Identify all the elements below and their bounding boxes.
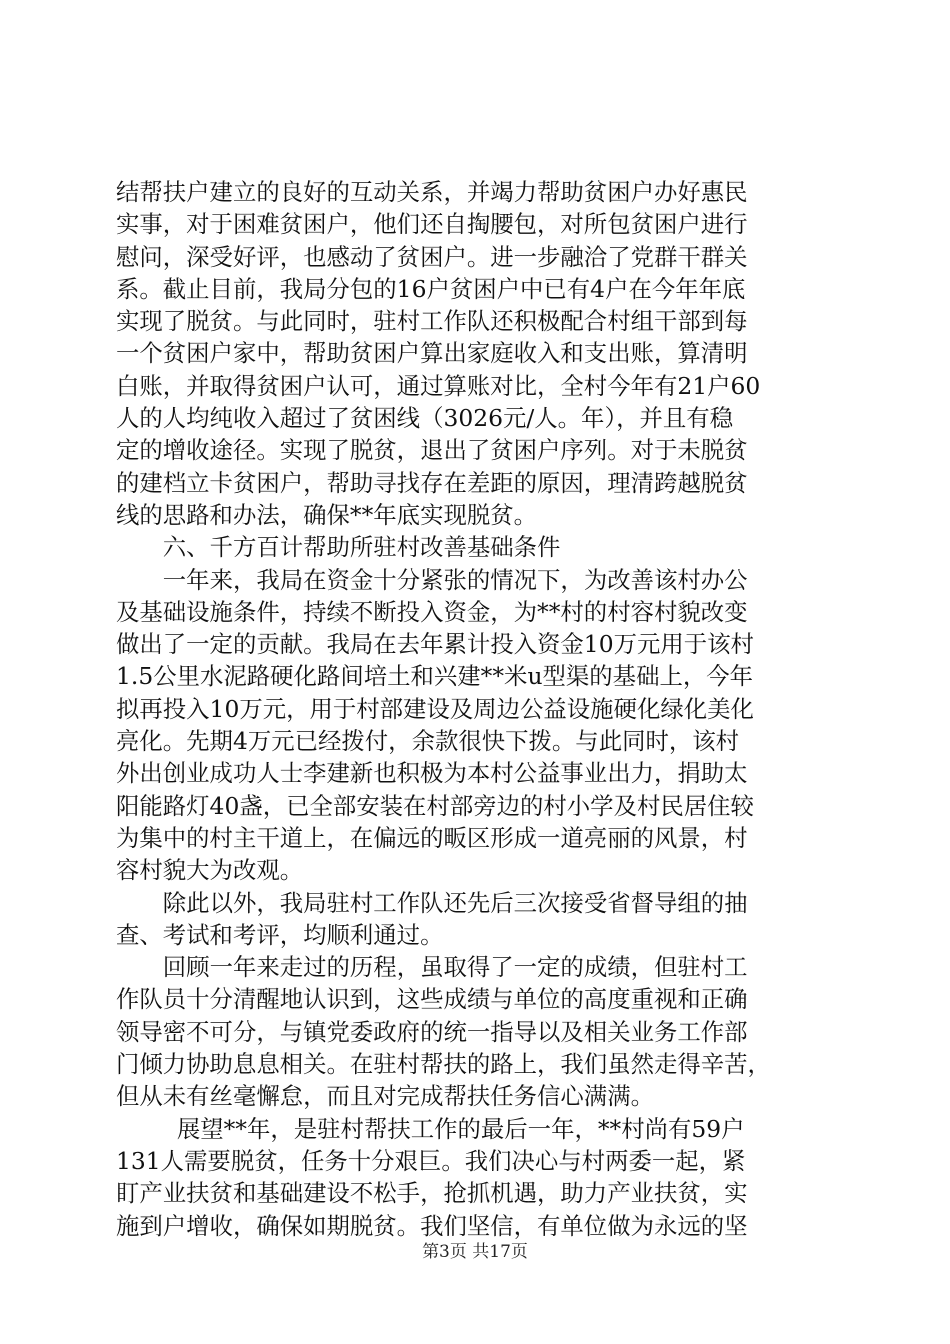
- text-line: 盯产业扶贫和基础建设不松手，抢抓机遇，助力产业扶贫，实: [116, 1179, 748, 1208]
- text-line: 容村貌大为改观。: [116, 856, 304, 885]
- paragraph-start: 回顾一年来走过的历程，虽取得了一定的成绩，但驻村工: [162, 953, 748, 982]
- text-line: 施到户增收，确保如期脱贫。我们坚信，有单位做为永远的坚: [116, 1211, 748, 1240]
- text-line: 慰问，深受好评，也感动了贫困户。进一步融洽了党群干群关: [116, 242, 748, 271]
- text-line: 外出创业成功人士李建新也积极为本村公益事业出力，捐助太: [116, 759, 748, 788]
- text-line: 实事，对于困难贫困户，他们还自掏腰包，对所包贫困户进行: [116, 210, 748, 239]
- text-line: 领导密不可分，与镇党委政府的统一指导以及相关业务工作部: [116, 1017, 748, 1046]
- text-line: 结帮扶户建立的良好的互动关系，并竭力帮助贫困户办好惠民: [116, 178, 748, 206]
- text-line: 白账，并取得贫困户认可，通过算账对比，全村今年有21户60: [116, 371, 761, 400]
- text-line: 人的人均纯收入超过了贫困线（3026元/人。年），并且有稳: [116, 404, 734, 433]
- text-line: 做出了一定的贡献。我局在去年累计投入资金10万元用于该村: [116, 630, 754, 659]
- text-line: 系。截止目前，我局分包的16户贫困户中已有4户在今年年底: [116, 274, 746, 303]
- body-text: [116, 176, 832, 1242]
- text-line: 门倾力协助息息相关。在驻村帮扶的路上，我们虽然走得辛苦，: [116, 1050, 771, 1079]
- text-line: 131人需要脱贫，任务十分艰巨。我们决心与村两委一起，紧: [116, 1146, 746, 1175]
- text-line: 拟再投入10万元，用于村部建设及周边公益设施硬化绿化美化: [116, 694, 754, 723]
- text-line: 定的增收途径。实现了脱贫，退出了贫困户序列。对于未脱贫: [116, 436, 748, 465]
- text-line: 查、考试和考评，均顺利通过。: [116, 920, 444, 949]
- page-number-footer: 第3页 共17页: [422, 1242, 528, 1262]
- text-line: 及基础设施条件，持续不断投入资金，为**村的村容村貌改变: [116, 597, 748, 626]
- text-line: 为集中的村主干道上，在偏远的畈区形成一道亮丽的风景，村: [116, 823, 748, 852]
- paragraph-start: 展望**年，是驻村帮扶工作的最后一年，**村尚有59户: [176, 1114, 745, 1143]
- paragraph-start: 除此以外，我局驻村工作队还先后三次接受省督导组的抽: [162, 888, 748, 917]
- text-line: 作队员十分清醒地认识到，这些成绩与单位的高度重视和正确: [116, 985, 748, 1014]
- text-line: 但从未有丝毫懈怠，而且对完成帮扶任务信心满满。: [116, 1082, 654, 1111]
- text-line: 实现了脱贫。与此同时，驻村工作队还积极配合村组干部到每: [116, 307, 748, 336]
- section-heading: 六、千方百计帮助所驻村改善基础条件: [162, 533, 561, 562]
- text-line: 1.5公里水泥路硬化路间培土和兴建**米u型渠的基础上，今年: [116, 662, 754, 691]
- text-line: 一个贫困户家中，帮助贫困户算出家庭收入和支出账，算清明: [116, 339, 748, 368]
- text-line: 线的思路和办法，确保**年底实现脱贫。: [116, 500, 538, 529]
- text-line: 的建档立卡贫困户，帮助寻找存在差距的原因，理清跨越脱贫: [116, 468, 748, 497]
- paragraph-start: 一年来，我局在资金十分紧张的情况下，为改善该村办公: [162, 565, 748, 594]
- text-line: 亮化。先期4万元已经拨付，余款很快下拨。与此同时，该村: [116, 727, 740, 756]
- text-line: 阳能路灯40盏，已全部安装在村部旁边的村小学及村民居住较: [116, 791, 754, 820]
